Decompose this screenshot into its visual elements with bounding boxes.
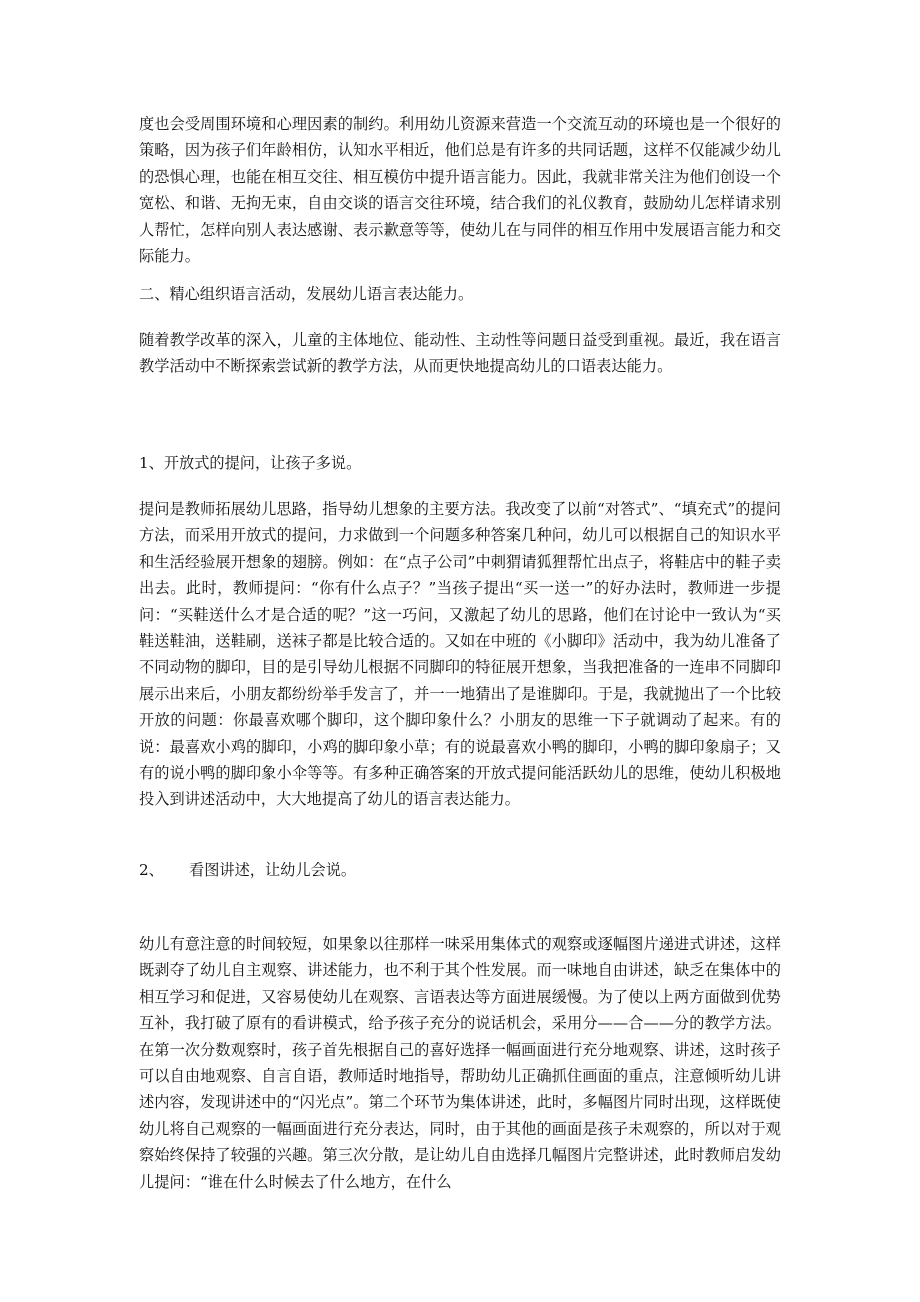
section-heading-language-activities: 二、精心组织语言活动，发展幼儿语言表达能力。 <box>139 285 474 303</box>
paragraph-open-questions: 提问是教师拓展幼儿思路，指导幼儿想象的主要方法。我改变了以前“对答式”、“填充式”的提问方法，而采用开放式的提问，力求做到一个问题多种答案几种问，幼儿可以根据自己的知识水平和生活经验展开想象的翅膀。例如：在“点子公司”中刺猬请狐狸帮忙出点子，将鞋店中的鞋子卖出去。此时，教师提问：“你有什么点子？”当孩子提出“买一送一”的好办法时，教师进一步提问：“买鞋送什么才是合适的呢？”这一巧问，又激起了幼儿的思路，他们在讨论中一致认为“买鞋送鞋油，送鞋刷，送袜子都是比较合适的。又如在中班的《小脚印》活动中，我为幼儿准备了不同动物的脚印，目的是引导幼儿根据不同脚印的特征展开想象，当我把准备的一连串不同脚印展示出来后，小朋友都纷纷举手发言了，并一一地猜出了是谁脚印。于是，我就抛出了一个比较开放的问题：你最喜欢哪个脚印，这个脚印象什么？小朋友的思维一下子就调动了起来。有的说：最喜欢小鸡的脚印，小鸡的脚印象小草；有的说最喜欢小鸭的脚印，小鸭的脚印象扇子；又有的说小鸭的脚印象小伞等等。有多种正确答案的开放式提问能活跃幼儿的思维，使幼儿积极地投入到讲述活动中，大大地提高了幼儿的语言表达能力。 <box>139 500 781 809</box>
subsection-heading-open-questions: 1、开放式的提问，让孩子多说。 <box>139 454 362 472</box>
subsection-heading-picture-narration <box>139 857 356 883</box>
paragraph-environment: 度也会受周围环境和心理因素的制约。利用幼儿资源来营造一个交流互动的环境也是一个很好的策略，因为孩子们年龄相仿，认知水平相近，他们总是有许多的共同话题，这样不仅能减少幼儿的恐惧心理，也能在相互交往、相互模仿中提升语言能力。因此，我就非常关注为他们创设一个宽松、和谐、无拘无束，自由交谈的语言交往环境，结合我们的礼仪教育，鼓励幼儿怎样请求别人帮忙，怎样向别人表达感谢、表示歉意等等，使幼儿在与同伴的相互作用中发展语言能力和交际能力。 <box>139 115 781 266</box>
subsection-title: 看图讲述，让幼儿会说。 <box>189 861 357 879</box>
paragraph-teaching-reform: 随着教学改革的深入，儿童的主体地位、能动性、主动性等问题日益受到重视。最近，我在语言教学活动中不断探索尝试新的教学方法，从而更快地提高幼儿的口语表达能力。 <box>139 331 781 376</box>
paragraph-picture-narration: 幼儿有意注意的时间较短，如果象以往那样一味采用集体式的观察或逐幅图片递进式讲述，这样既剥夺了幼儿自主观察、讲述能力，也不利于其个性发展。而一味地自由讲述，缺乏在集体中的相互学习和促进，又容易使幼儿在观察、言语表达等方面进展缓慢。为了使以上两方面做到优势互补，我打破了原有的看讲模式，给予孩子充分的说话机会，采用分——合——分的教学方法。在第一次分数观察时，孩子首先根据自己的喜好选择一幅画面进行充分地观察、讲述，这时孩子可以自由地观察、自言自语，教师适时地指导，帮助幼儿正确抓住画面的重点，注意倾听幼儿讲述内容，发现讲述中的“闪光点”。第二个环节为集体讲述，此时，多幅图片同时出现，这样既使幼儿将自己观察的一幅画面进行充分表达，同时，由于其他的画面是孩子未观察的，所以对于观察始终保持了较强的兴趣。第三次分散，是让幼儿自由选择几幅图片完整讲述，此时教师启发幼儿提问：“谁在什么时候去了什么地方，在什么 <box>139 935 781 1191</box>
subsection-number: 2、 <box>139 861 164 879</box>
document-page <box>139 0 781 1302</box>
